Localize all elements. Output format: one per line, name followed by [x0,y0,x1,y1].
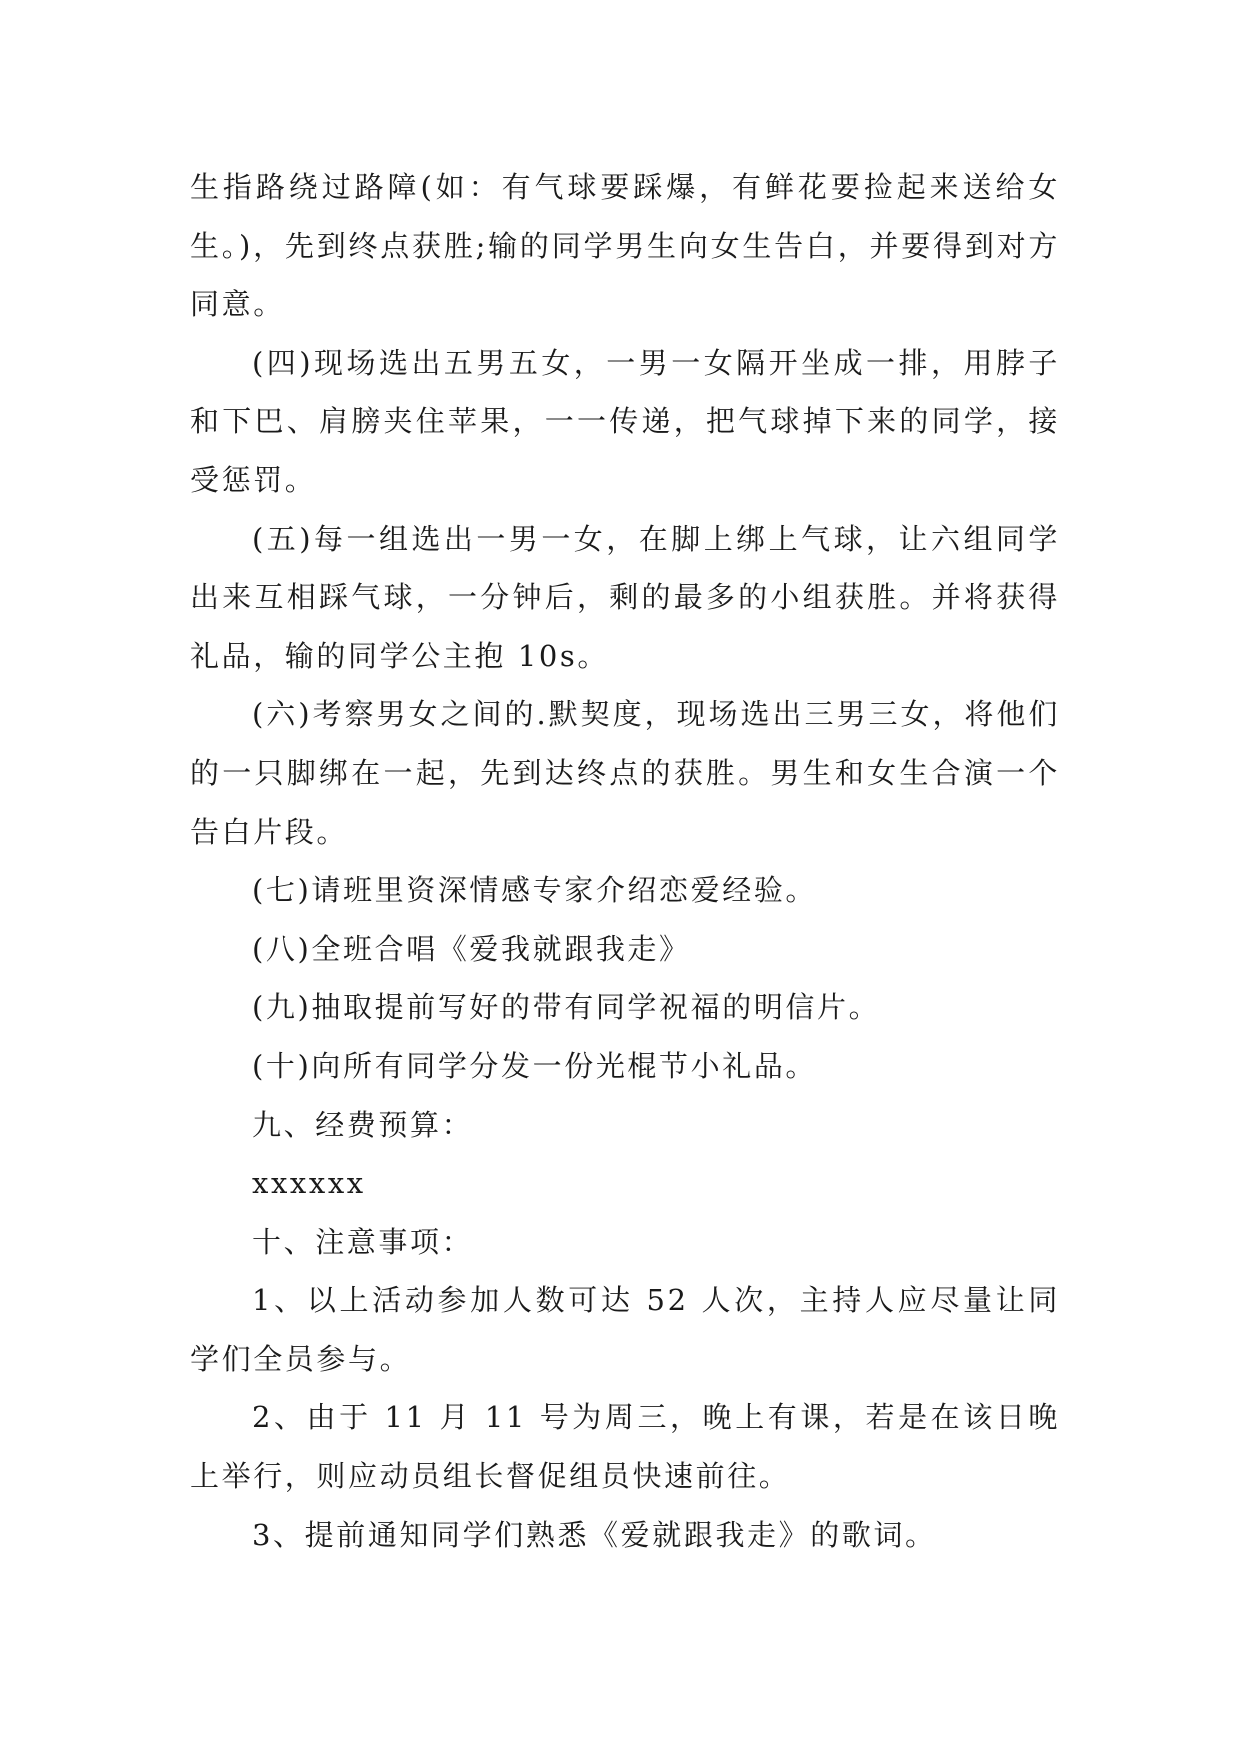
paragraph-item-10: (十)向所有同学分发一份光棍节小礼品。 [252,1048,818,1083]
paragraph-game-5: (五)每一组选出一男一女，在脚上绑上气球，让六组同学出来互相踩气球，一分钟后，剩的最多的小组获胜。并将获得礼品，输的同学公主抱 10s。 [190,521,1060,673]
paragraph-item-8: (八)全班合唱《爱我就跟我走》 [252,931,691,966]
paragraph-game-3-continued: 生指路绕过路障(如：有气球要踩爆，有鲜花要捡起来送给女生。)，先到终点获胜;输的同学男生向女生告白，并要得到对方同意。 [190,170,1060,322]
section-heading-notes: 十、注意事项： [252,1224,474,1259]
paragraph-game-4: (四)现场选出五男五女，一男一女隔开坐成一排，用脖子和下巴、肩膀夹住苹果，一一传递，把气球掉下来的同学，接受惩罚。 [190,345,1060,497]
paragraph-item-7: (七)请班里资深情感专家介绍恋爱经验。 [252,873,818,908]
paragraph-item-9: (九)抽取提前写好的带有同学祝福的明信片。 [252,990,881,1025]
note-item-1: 1、以上活动参加人数可达 52 人次，主持人应尽量让同学们全员参与。 [190,1283,1060,1376]
note-item-2: 2、由于 11 月 11 号为周三，晚上有课，若是在该日晚上举行，则应动员组长督促组员快速前往。 [190,1400,1060,1494]
section-heading-budget: 九、经费预算： [252,1107,474,1142]
note-item-3: 3、提前通知同学们熟悉《爱就跟我走》的歌词。 [252,1517,937,1552]
paragraph-game-6: (六)考察男女之间的.默契度，现场选出三男三女，将他们的一只脚绑在一起，先到达终点的获胜。男生和女生合演一个告白片段。 [190,697,1060,849]
budget-value: xxxxxx [252,1166,366,1201]
document-body [190,158,1060,1564]
